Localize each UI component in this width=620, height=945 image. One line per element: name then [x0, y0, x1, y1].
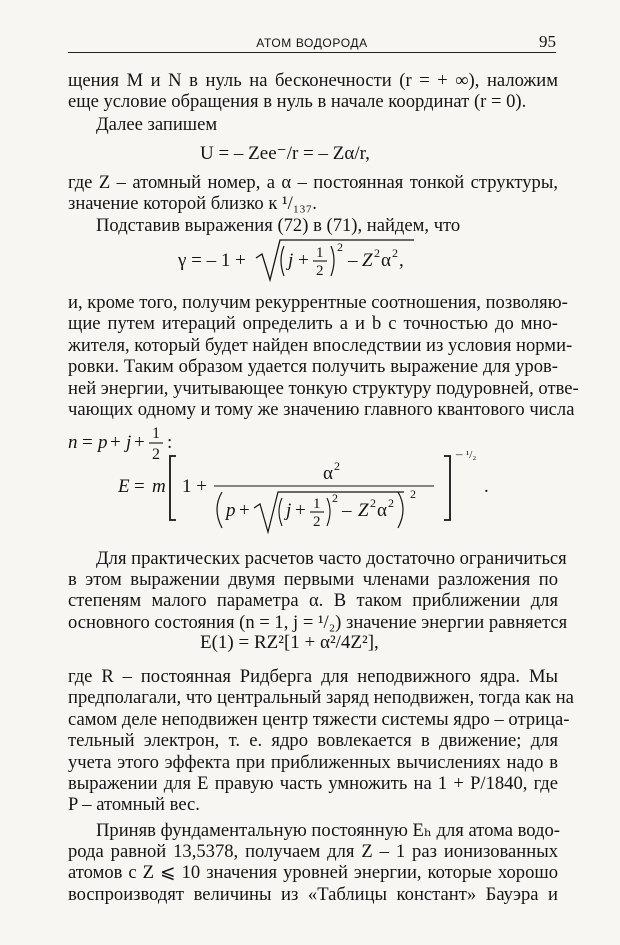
- svg-text:–: –: [348, 250, 358, 271]
- svg-text:m: m: [152, 476, 166, 497]
- text-line: жителя, который будет найден впоследствии из условия норми-: [68, 334, 573, 356]
- text-line: щения M и N в нуль на бесконечности (r = + ∞), наложим: [68, 70, 558, 91]
- svg-text:=: =: [134, 476, 145, 497]
- svg-text:1: 1: [152, 425, 160, 442]
- svg-text::: :: [167, 432, 173, 453]
- svg-text:–: –: [456, 448, 463, 461]
- text-line: ровки. Таким образом удается получить выражение для уров-: [68, 356, 558, 378]
- svg-text:1: 1: [313, 496, 321, 512]
- svg-text:j: j: [286, 500, 292, 521]
- paragraph-8-cont: [68, 841, 558, 905]
- svg-text:+: +: [110, 432, 121, 453]
- svg-text:2: 2: [332, 491, 338, 505]
- text-line: щие путем итераций определить a и b с точностью до мно-: [68, 313, 558, 335]
- svg-text:+: +: [295, 500, 306, 521]
- running-title: АТОМ ВОДОРОДА: [256, 36, 368, 50]
- svg-text:2: 2: [337, 240, 343, 254]
- energy-equation-drawing: [118, 448, 508, 548]
- text-line: в этом выражении двумя первыми членами разложения по: [68, 569, 558, 590]
- text-line: и, кроме того, получим рекуррентные соотношения, позволяю-: [68, 292, 568, 313]
- text-line: выражении для E правую часть умножить на 1 + P/1840, где: [68, 773, 558, 795]
- paragraph-7: [68, 666, 574, 816]
- svg-text:=: =: [82, 432, 93, 453]
- text-line: учета этого эффекта при приближенных вычислениях надо в: [68, 751, 558, 773]
- svg-text:2: 2: [334, 459, 340, 473]
- text-line: атомов с Z ⩽ 10 значения уровней энергии, которые хорошо: [68, 862, 558, 884]
- formula-ground-state: E(1) = RZ²[1 + α²/4Z²],: [200, 632, 379, 653]
- svg-text:+: +: [298, 250, 309, 271]
- svg-text:Z: Z: [362, 250, 373, 271]
- paragraph-1: [68, 70, 558, 113]
- svg-text:–: –: [342, 500, 352, 521]
- paragraph-3: [68, 172, 558, 215]
- page-number: 95: [539, 32, 556, 51]
- gamma-equation-drawing: [178, 236, 428, 286]
- svg-text:1: 1: [316, 245, 324, 261]
- svg-text:j: j: [126, 432, 132, 453]
- svg-text:2: 2: [316, 263, 324, 279]
- text-line: еще условие обращения в нуль в начале координат (r = 0).: [68, 91, 527, 113]
- paragraph-5: [68, 292, 579, 421]
- text-line: где R – постоянная Ридберга для неподвижного ядра. Мы: [68, 666, 558, 687]
- text-line: P – атомный вес.: [68, 794, 200, 816]
- svg-text:E: E: [118, 476, 130, 497]
- svg-text:p: p: [98, 432, 108, 453]
- text-line: рода равной 13,5378, получаем для Z – 1 раз ионизованных: [68, 841, 558, 862]
- formula-potential: U = – Zee⁻/r = – Zα/r,: [200, 143, 370, 164]
- paragraph-6-cont: [68, 569, 568, 633]
- svg-text:2: 2: [374, 246, 380, 260]
- svg-text:j: j: [288, 250, 294, 271]
- text-line: ней энергии, учитывающее тонкую структуру подуровней, отве-: [68, 377, 579, 399]
- svg-text:2: 2: [152, 446, 160, 463]
- svg-text:2: 2: [370, 496, 376, 510]
- text-line: где Z – атомный номер, а α – постоянная тонкой структуры,: [68, 172, 558, 193]
- svg-text:+: +: [134, 432, 145, 453]
- svg-text:γ = – 1 +: γ = – 1 +: [178, 250, 246, 271]
- text-line: тельный электрон, т. е. ядро вовлекается в движение; для: [68, 730, 558, 752]
- svg-text:2: 2: [410, 487, 416, 501]
- svg-text:2: 2: [313, 514, 321, 530]
- text-line: предполагали, что центральный заряд неподвижен, тогда как на: [68, 687, 574, 709]
- svg-text:n: n: [68, 432, 78, 453]
- svg-text:¹/₂: ¹/₂: [466, 449, 477, 461]
- paragraph-8: [68, 820, 558, 841]
- running-header: [68, 30, 556, 53]
- svg-text:α: α: [377, 500, 387, 521]
- svg-text:1 +: 1 +: [182, 476, 207, 497]
- paragraph-2: [68, 114, 586, 135]
- text-line: Приняв фундаментальную постоянную Eₕ для атома водо-: [96, 820, 560, 841]
- svg-text:,: ,: [399, 250, 404, 271]
- svg-text:2: 2: [388, 496, 394, 510]
- svg-text:Z: Z: [358, 500, 369, 521]
- svg-text:2: 2: [392, 246, 398, 260]
- text-line: воспроизводят величины из «Таблицы констант» Бауэра и: [68, 883, 558, 905]
- text-line: чающих одному и тому же значению главного квантового числа: [68, 399, 575, 421]
- svg-text:.: .: [484, 476, 489, 497]
- text-line: Подставив выражения (72) в (71), найдем, что: [96, 215, 461, 236]
- svg-text:p: p: [226, 500, 236, 521]
- svg-text:α: α: [323, 463, 333, 484]
- paragraph-6: [68, 548, 567, 569]
- paragraph-4: [68, 215, 586, 236]
- text-line: самом деле неподвижен центр тяжести системы ядро – отрица-: [68, 708, 570, 730]
- text-line: значение которой близко к ¹/₁₃₇.: [68, 193, 317, 215]
- text-line: основного состояния (n = 1, j = ¹/₂) значение энергии равняется: [68, 611, 568, 633]
- text-line: Для практических расчетов часто достаточно ограничиться: [96, 548, 567, 569]
- text-line: Далее запишем: [96, 114, 218, 135]
- text-line: степеням малого параметра α. В таком приближении для: [68, 590, 558, 612]
- svg-text:+: +: [239, 500, 250, 521]
- svg-text:α: α: [381, 250, 391, 271]
